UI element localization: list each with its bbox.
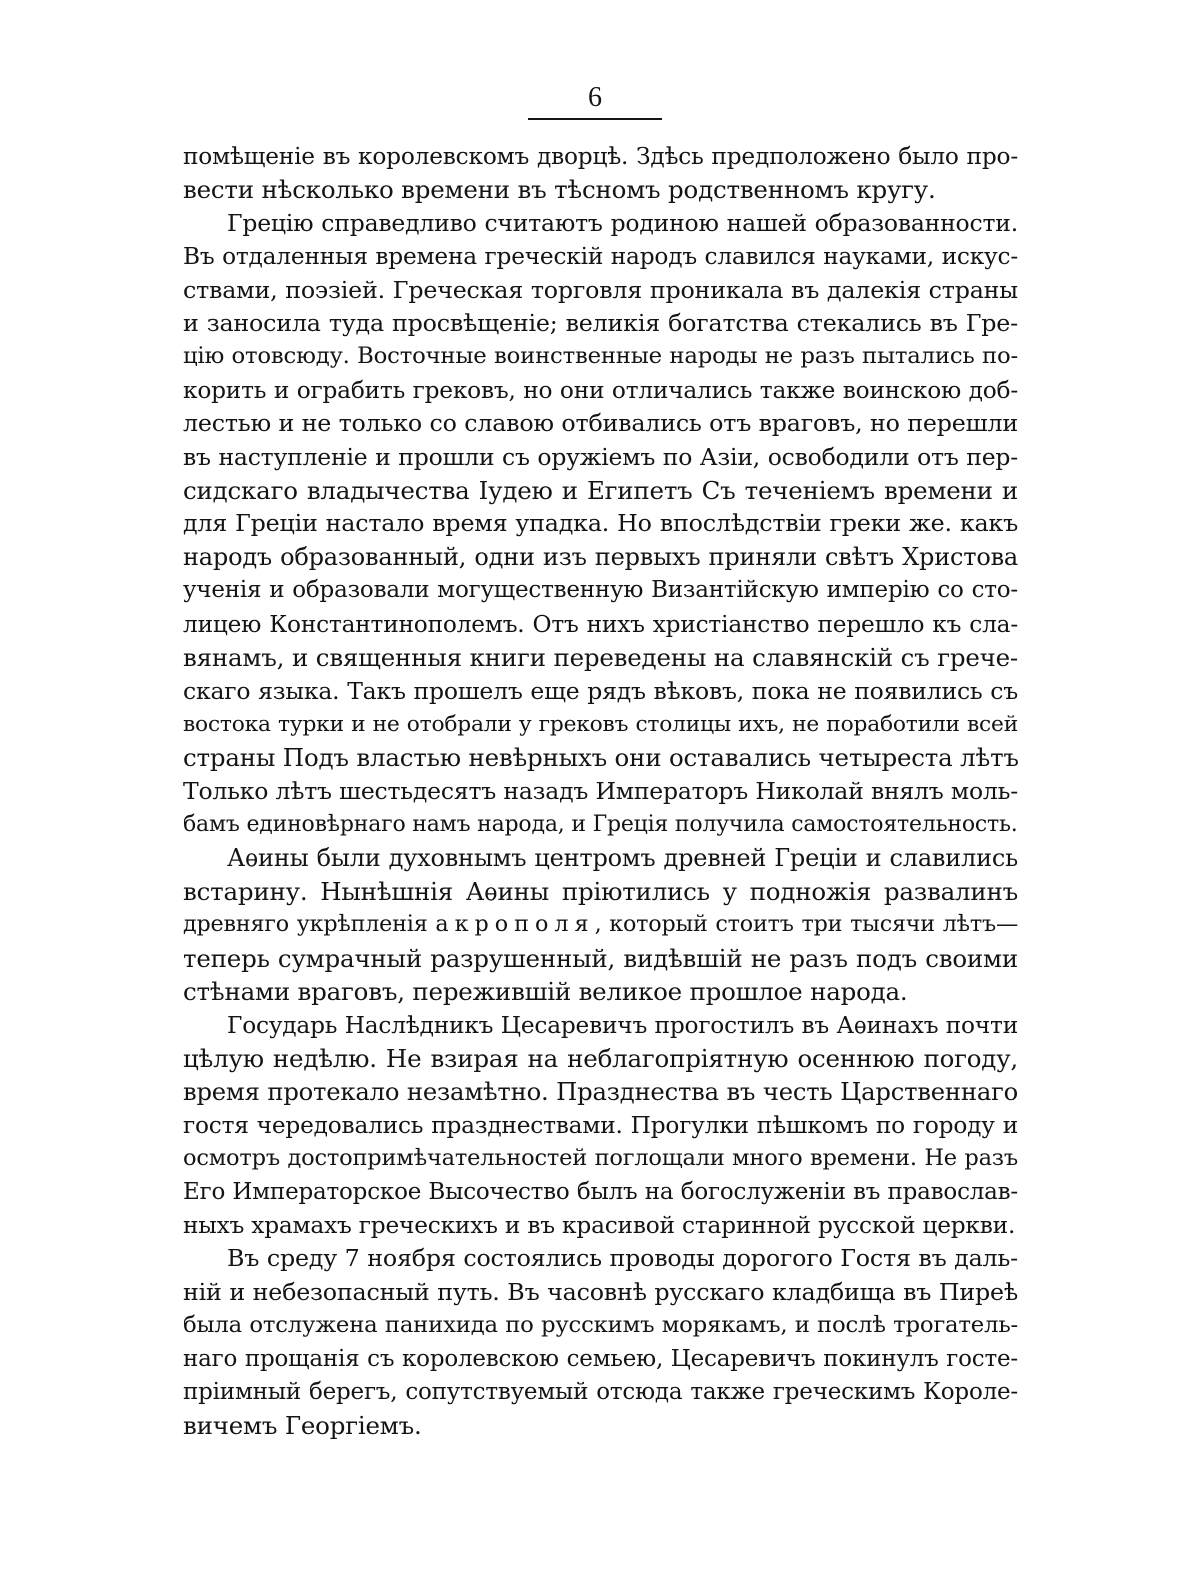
- text-line: бамъ единовѣрнаго намъ народа, и Греція получила самостоятельность.: [183, 812, 1018, 838]
- text-line: осмотръ достопримѣчательностей поглощали много времени. Не разъ: [183, 1145, 1018, 1172]
- text-line: народъ образованный, одни изъ первыхъ приняли свѣтъ Христова: [183, 542, 1018, 571]
- emphasized-word: акрополя: [435, 911, 595, 938]
- text-line: была отслужена панихида по русскимъ морякамъ, и послѣ трогатель-: [183, 1312, 1018, 1339]
- text-line: вичемъ Георгіемъ.: [183, 1411, 422, 1441]
- text-line: Въ среду 7 ноября состоялись проводы дорогого Гостя въ даль-: [227, 1244, 1018, 1273]
- text-line: помѣщеніе въ королевскомъ дворцѣ. Здѣсь предположено было про-: [183, 143, 1018, 170]
- text-line: цію отовсюду. Восточные воинственные народы не разъ пытались по-: [183, 343, 1018, 370]
- text-line: скаго языка. Такъ прошелъ еще рядъ вѣковъ, пока не появились съ: [183, 676, 1018, 705]
- paragraph-2: [183, 207, 1018, 842]
- text-line: въ наступленіе и прошли съ оружіемъ по Азіи, освободили отъ пер-: [183, 442, 1018, 471]
- text-run: древняго укрѣпленія: [183, 911, 436, 938]
- text-run: , который стоитъ три тысячи лѣтъ—: [594, 911, 1018, 938]
- text-line: вянамъ, и священныя книги переведены на славянскій съ грече-: [183, 643, 1018, 673]
- text-line: ній и небезопасный путь. Въ часовнѣ русскаго кладбища въ Пиреѣ: [183, 1277, 1018, 1306]
- text-line: востока турки и не отобрали у грековъ столицы ихъ, не поработили всей: [183, 711, 1018, 737]
- text-line: стѣнами враговъ, пережившій великое прошлое народа.: [183, 977, 908, 1007]
- text-line: вести нѣсколько времени въ тѣсномъ родственномъ кругу.: [183, 175, 936, 205]
- text-line: теперь сумрачный разрушенный, видѣвшій не разъ подъ своими: [183, 943, 1018, 973]
- text-line: цѣлую недѣлю. Не взирая на неблагопріятную осеннюю погоду,: [183, 1043, 1018, 1073]
- text-line: встарину. Нынѣшнія Аѳины пріютились у подножія развалинъ: [183, 876, 1018, 906]
- text-line: сидскаго владычества Іудею и Египетъ Съ теченіемъ времени и: [183, 476, 1018, 506]
- text-line: Въ отдаленныя времена греческій народъ славился науками, искус-: [183, 243, 1018, 271]
- text-line: и заносила туда просвѣщеніе; великія богатства стекались въ Гре-: [183, 309, 1018, 338]
- text-line: [183, 908, 1018, 941]
- text-line: наго прощанія съ королевскою семьею, Цесаревичъ покинулъ госте-: [183, 1345, 1018, 1372]
- paragraph-5: [183, 1242, 1018, 1442]
- text-line: страны Подъ властью невѣрныхъ они оставались четыреста лѣтъ: [183, 743, 1019, 773]
- text-line: ученія и образовали могущественную Византійскую имперію со сто-: [183, 577, 1018, 604]
- text-line: Грецію справедливо считаютъ родиною нашей образованности.: [227, 208, 1018, 237]
- text-line: Только лѣтъ шестьдесятъ назадъ Императоръ Николай внялъ моль-: [183, 776, 1018, 805]
- header-rule: [528, 118, 662, 120]
- text-line: для Греціи настало время упадка. Но впослѣдствіи греки же. какъ: [183, 509, 1018, 538]
- text-line: ствами, поэзіей. Греческая торговля проникала въ далекія страны: [183, 275, 1018, 304]
- text-line: Его Императорское Высочество былъ на богослуженіи въ православ-: [183, 1178, 1018, 1205]
- text-line: пріимный берегъ, сопутствуемый отсюда также греческимъ Короле-: [183, 1379, 1018, 1406]
- page-header: [528, 82, 662, 120]
- text-line: ныхъ храмахъ греческихъ и въ красивой старинной русской церкви.: [183, 1212, 1016, 1239]
- text-line: время протекало незамѣтно. Празднества въ честь Царственнаго: [183, 1077, 1018, 1107]
- text-line: лестью и не только со славою отбивались отъ враговъ, но перешли: [183, 409, 1018, 438]
- text-line: лицею Константинополемъ. Отъ нихъ христіанство перешло къ сла-: [183, 610, 1018, 638]
- text-line: Аѳины были духовнымъ центромъ древней Греціи и славились: [227, 843, 1018, 872]
- body-text: [183, 140, 1018, 1443]
- text-line: Государь Наслѣдникъ Цесаревичъ прогостилъ въ Аѳинахъ почти: [227, 1011, 1018, 1039]
- paragraph-4: [183, 1009, 1018, 1243]
- text-line: корить и ограбить грековъ, но они отличались также воинскою доб-: [183, 376, 1018, 404]
- paragraph-3: [183, 842, 1018, 1009]
- text-line: гостя чередовались празднествами. Прогулки пѣшкомъ по городу и: [183, 1111, 1018, 1139]
- paragraph-1: [183, 140, 1018, 207]
- page-number: 6: [588, 82, 602, 113]
